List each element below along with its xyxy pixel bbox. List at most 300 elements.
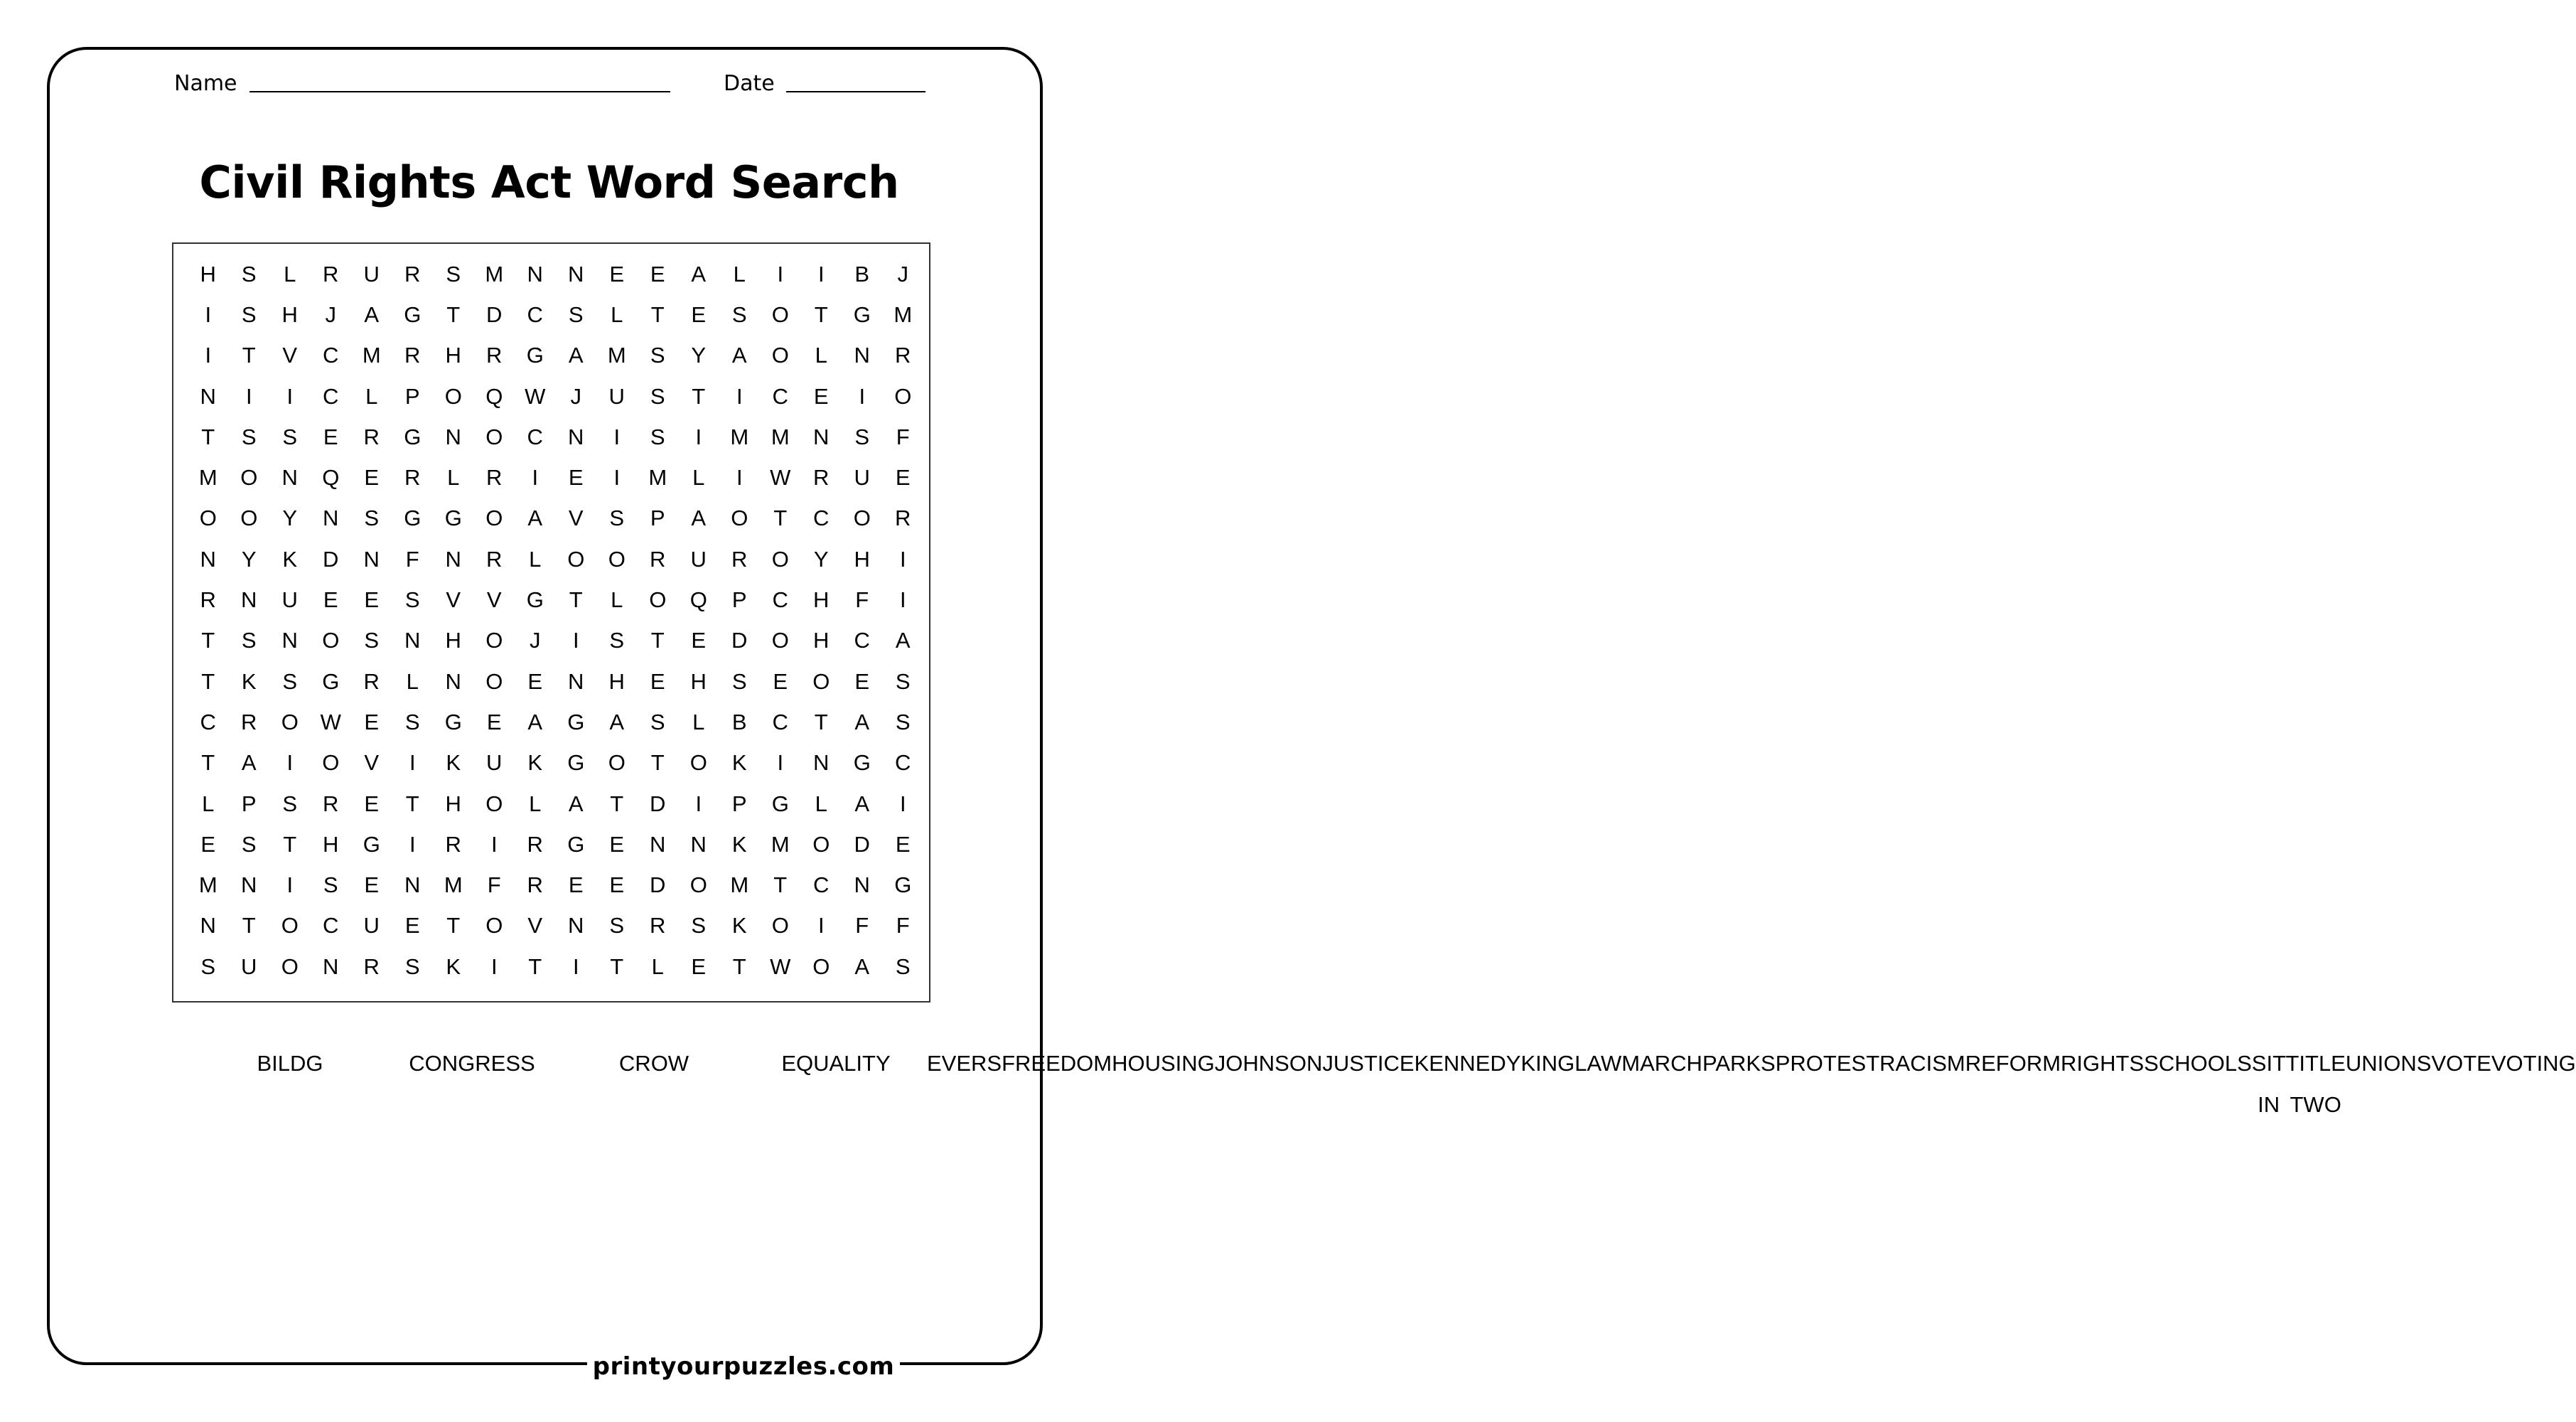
grid-letter[interactable]: M [648,465,667,491]
grid-letter[interactable]: O [649,587,667,613]
grid-letter[interactable]: A [568,791,584,816]
grid-letter[interactable]: N [568,913,584,939]
grid-letter[interactable]: C [772,383,788,409]
grid-letter[interactable]: E [364,465,380,491]
grid-letter[interactable]: N [445,424,461,449]
grid-letter[interactable]: O [771,343,789,368]
footer-site-name[interactable]: printyourpuzzles.com [592,1352,895,1381]
grid-letter[interactable]: R [200,587,216,613]
grid-letter[interactable]: A [895,628,911,653]
grid-letter[interactable]: L [815,343,827,368]
grid-letter[interactable]: E [323,587,338,613]
grid-letter[interactable]: C [813,506,830,531]
grid-letter[interactable]: N [281,628,298,653]
grid-letter[interactable]: R [363,424,380,449]
date-field-line[interactable] [786,91,925,92]
grid-letter[interactable]: I [490,953,498,979]
grid-letter[interactable]: O [731,506,748,531]
grid-letter[interactable]: C [323,913,339,939]
grid-letter[interactable]: E [609,872,625,898]
grid-letter[interactable]: U [854,465,870,491]
grid-letter[interactable]: U [363,913,380,939]
grid-letter[interactable]: T [569,587,583,613]
grid-letter[interactable]: F [855,587,869,613]
grid-letter[interactable]: T [773,872,788,898]
grid-letter[interactable]: N [854,343,870,368]
grid-letter[interactable]: C [895,750,911,776]
grid-letter[interactable]: O [322,750,340,776]
grid-letter[interactable]: O [771,628,789,653]
grid-letter[interactable]: I [532,465,539,491]
grid-letter[interactable]: M [485,261,504,287]
grid-letter[interactable]: Y [241,546,257,572]
grid-letter[interactable]: E [568,872,584,898]
grid-letter[interactable]: I [899,791,906,816]
grid-letter[interactable]: R [404,343,421,368]
grid-letter[interactable]: O [485,668,503,694]
grid-letter[interactable]: E [813,383,829,409]
grid-letter[interactable]: S [282,424,298,449]
grid-letter[interactable]: T [650,628,665,653]
grid-letter[interactable]: E [650,668,665,694]
grid-letter[interactable]: S [323,872,338,898]
grid-letter[interactable]: G [526,343,544,368]
grid-letter[interactable]: N [200,546,216,572]
grid-letter[interactable]: M [198,872,218,898]
grid-letter[interactable]: N [200,383,216,409]
grid-letter[interactable]: G [404,424,422,449]
grid-letter[interactable]: G [567,709,585,734]
grid-letter[interactable]: H [445,343,461,368]
grid-letter[interactable]: E [895,465,911,491]
grid-letter[interactable]: M [730,424,749,449]
grid-letter[interactable]: A [527,506,543,531]
grid-letter[interactable]: K [282,546,298,572]
grid-letter[interactable]: E [609,831,625,857]
grid-letter[interactable]: W [525,383,546,409]
grid-letter[interactable]: T [201,628,215,653]
grid-letter[interactable]: S [241,831,257,857]
grid-letter[interactable]: O [608,546,626,572]
grid-letter[interactable]: P [731,587,747,613]
grid-letter[interactable]: E [650,261,665,287]
grid-letter[interactable]: A [691,261,707,287]
grid-letter[interactable]: R [445,831,461,857]
grid-letter[interactable]: N [281,465,298,491]
grid-letter[interactable]: O [485,791,503,816]
grid-letter[interactable]: I [490,831,498,857]
grid-letter[interactable]: N [445,668,461,694]
grid-letter[interactable]: K [527,750,543,776]
grid-letter[interactable]: W [770,465,791,491]
grid-letter[interactable]: O [281,953,299,979]
grid-letter[interactable]: T [283,831,297,857]
grid-letter[interactable]: U [608,383,625,409]
grid-letter[interactable]: T [242,343,256,368]
grid-letter[interactable]: O [322,628,340,653]
grid-letter[interactable]: S [241,301,257,327]
grid-letter[interactable]: A [364,301,380,327]
grid-letter[interactable]: S [731,301,747,327]
grid-letter[interactable]: M [771,424,790,449]
grid-letter[interactable]: O [281,709,299,734]
grid-letter[interactable]: E [691,628,707,653]
grid-letter[interactable]: B [854,261,870,287]
grid-letter[interactable]: D [650,791,666,816]
grid-letter[interactable]: G [444,709,462,734]
grid-letter[interactable]: G [363,831,380,857]
grid-letter[interactable]: S [691,913,707,939]
grid-letter[interactable]: V [527,913,543,939]
grid-letter[interactable]: A [609,709,625,734]
grid-letter[interactable]: V [364,750,380,776]
grid-letter[interactable]: S [731,668,747,694]
grid-letter[interactable]: Y [282,506,298,531]
grid-letter[interactable]: G [853,301,871,327]
grid-letter[interactable]: P [731,791,747,816]
grid-letter[interactable]: S [282,668,298,694]
grid-letter[interactable]: H [323,831,339,857]
grid-letter[interactable]: S [364,506,380,531]
grid-letter[interactable]: L [529,546,542,572]
grid-letter[interactable]: F [896,424,910,449]
grid-letter[interactable]: R [404,261,421,287]
grid-letter[interactable]: A [568,343,584,368]
grid-letter[interactable]: R [527,831,543,857]
grid-letter[interactable]: K [241,668,257,694]
grid-letter[interactable]: N [813,750,830,776]
grid-letter[interactable]: I [286,750,294,776]
grid-letter[interactable]: A [241,750,257,776]
grid-letter[interactable]: H [445,791,461,816]
grid-letter[interactable]: N [323,953,339,979]
grid-letter[interactable]: S [404,709,420,734]
grid-letter[interactable]: C [323,383,339,409]
grid-letter[interactable]: L [611,587,623,613]
grid-letter[interactable]: C [323,343,339,368]
grid-letter[interactable]: E [568,465,584,491]
grid-letter[interactable]: I [613,424,621,449]
grid-letter[interactable]: N [690,831,707,857]
grid-letter[interactable]: S [895,953,911,979]
grid-letter[interactable]: S [241,261,257,287]
grid-letter[interactable]: O [771,301,789,327]
grid-letter[interactable]: I [899,546,906,572]
grid-letter[interactable]: I [409,831,416,857]
grid-letter[interactable]: R [895,343,911,368]
grid-letter[interactable]: R [486,343,503,368]
grid-letter[interactable]: D [486,301,503,327]
grid-letter[interactable]: S [650,383,665,409]
grid-letter[interactable]: F [896,913,910,939]
grid-letter[interactable]: N [323,506,339,531]
grid-letter[interactable]: O [689,750,707,776]
grid-letter[interactable]: S [609,628,625,653]
grid-letter[interactable]: O [608,750,626,776]
grid-letter[interactable]: K [731,831,747,857]
grid-letter[interactable]: N [404,628,421,653]
grid-letter[interactable]: V [486,587,502,613]
grid-letter[interactable]: L [733,261,746,287]
grid-letter[interactable]: L [447,465,460,491]
grid-letter[interactable]: F [855,913,869,939]
grid-letter[interactable]: R [813,465,830,491]
grid-letter[interactable]: U [363,261,380,287]
grid-letter[interactable]: I [245,383,252,409]
grid-letter[interactable]: Q [322,465,340,491]
grid-letter[interactable]: O [240,465,258,491]
grid-letter[interactable]: O [485,913,503,939]
grid-letter[interactable]: T [201,668,215,694]
grid-letter[interactable]: R [404,465,421,491]
grid-letter[interactable]: J [530,628,541,653]
grid-letter[interactable]: S [854,424,870,449]
grid-letter[interactable]: V [568,506,584,531]
grid-letter[interactable]: H [445,628,461,653]
grid-letter[interactable]: I [777,261,784,287]
grid-letter[interactable]: I [899,587,906,613]
grid-letter[interactable]: B [731,709,747,734]
grid-letter[interactable]: I [572,628,579,653]
grid-letter[interactable]: J [897,261,908,287]
grid-letter[interactable]: G [404,506,422,531]
grid-letter[interactable]: F [405,546,419,572]
grid-letter[interactable]: L [651,953,664,979]
grid-letter[interactable]: S [200,953,216,979]
grid-letter[interactable]: S [404,953,420,979]
grid-letter[interactable]: L [529,791,542,816]
grid-letter[interactable]: M [893,301,913,327]
grid-letter[interactable]: N [650,831,666,857]
grid-letter[interactable]: L [365,383,378,409]
grid-letter[interactable]: V [282,343,298,368]
grid-letter[interactable]: R [323,791,339,816]
grid-letter[interactable]: H [813,628,830,653]
grid-letter[interactable]: S [446,261,461,287]
name-field-line[interactable] [249,91,670,92]
grid-letter[interactable]: R [241,709,257,734]
grid-letter[interactable]: C [772,587,788,613]
grid-letter[interactable]: V [446,587,461,613]
grid-letter[interactable]: R [731,546,748,572]
grid-letter[interactable]: L [815,791,827,816]
grid-letter[interactable]: I [736,383,743,409]
grid-letter[interactable]: C [200,709,216,734]
grid-letter[interactable]: O [689,872,707,898]
grid-letter[interactable]: E [364,709,380,734]
grid-letter[interactable]: T [610,791,624,816]
grid-letter[interactable]: E [609,261,625,287]
grid-letter[interactable]: M [607,343,626,368]
grid-letter[interactable]: T [814,301,828,327]
grid-letter[interactable]: O [444,383,462,409]
grid-letter[interactable]: T [610,953,624,979]
grid-letter[interactable]: G [853,750,871,776]
grid-letter[interactable]: S [609,506,625,531]
grid-letter[interactable]: O [812,668,830,694]
grid-letter[interactable]: K [446,750,461,776]
grid-letter[interactable]: T [773,506,788,531]
grid-letter[interactable]: H [608,668,625,694]
grid-letter[interactable]: S [895,668,911,694]
grid-letter[interactable]: G [894,872,912,898]
grid-letter[interactable]: M [730,872,749,898]
grid-letter[interactable]: G [526,587,544,613]
grid-letter[interactable]: O [812,953,830,979]
grid-letter[interactable]: S [364,628,380,653]
grid-letter[interactable]: R [527,872,543,898]
grid-letter[interactable]: E [691,953,707,979]
grid-letter[interactable]: S [404,587,420,613]
grid-letter[interactable]: I [409,750,416,776]
grid-letter[interactable]: I [777,750,784,776]
grid-letter[interactable]: A [854,709,870,734]
grid-letter[interactable]: O [485,628,503,653]
grid-letter[interactable]: R [363,668,380,694]
grid-letter[interactable]: U [690,546,707,572]
grid-letter[interactable]: D [650,872,666,898]
grid-letter[interactable]: C [772,709,788,734]
grid-letter[interactable]: N [568,261,584,287]
grid-letter[interactable]: H [690,668,707,694]
grid-letter[interactable]: I [817,261,825,287]
grid-letter[interactable]: N [568,668,584,694]
grid-letter[interactable]: S [241,424,257,449]
grid-letter[interactable]: T [446,301,461,327]
grid-letter[interactable]: T [814,709,828,734]
grid-letter[interactable]: W [770,953,791,979]
grid-letter[interactable]: L [406,668,419,694]
grid-letter[interactable]: M [362,343,381,368]
grid-letter[interactable]: R [486,546,503,572]
grid-letter[interactable]: S [650,709,665,734]
grid-letter[interactable]: O [281,913,299,939]
grid-letter[interactable]: I [859,383,866,409]
grid-letter[interactable]: I [695,424,702,449]
grid-letter[interactable]: G [444,506,462,531]
grid-letter[interactable]: E [895,831,911,857]
grid-letter[interactable]: M [444,872,463,898]
grid-letter[interactable]: N [813,424,830,449]
grid-letter[interactable]: Y [813,546,829,572]
grid-letter[interactable]: H [813,587,830,613]
grid-letter[interactable]: T [405,791,419,816]
grid-letter[interactable]: J [325,301,336,327]
grid-letter[interactable]: K [731,913,747,939]
grid-letter[interactable]: C [813,872,830,898]
grid-letter[interactable]: I [736,465,743,491]
grid-letter[interactable]: L [202,791,215,816]
grid-letter[interactable]: R [650,913,666,939]
grid-letter[interactable]: G [771,791,789,816]
grid-letter[interactable]: E [773,668,788,694]
grid-letter[interactable]: C [854,628,870,653]
grid-letter[interactable]: G [567,750,585,776]
grid-letter[interactable]: T [201,750,215,776]
grid-letter[interactable]: L [611,301,623,327]
grid-letter[interactable]: U [486,750,503,776]
grid-letter[interactable]: C [527,301,543,327]
grid-letter[interactable]: H [281,301,298,327]
grid-letter[interactable]: O [771,546,789,572]
grid-letter[interactable]: E [323,424,338,449]
grid-letter[interactable]: Q [485,383,503,409]
grid-letter[interactable]: M [198,465,218,491]
grid-letter[interactable]: E [527,668,543,694]
grid-letter[interactable]: K [731,750,747,776]
grid-letter[interactable]: O [812,831,830,857]
grid-letter[interactable]: E [854,668,870,694]
grid-letter[interactable]: O [894,383,912,409]
grid-letter[interactable]: E [404,913,420,939]
grid-letter[interactable]: I [205,343,212,368]
grid-letter[interactable]: R [650,546,666,572]
grid-letter[interactable]: D [731,628,748,653]
grid-letter[interactable]: C [527,424,543,449]
grid-letter[interactable]: R [363,953,380,979]
grid-letter[interactable]: M [771,831,790,857]
grid-letter[interactable]: O [853,506,871,531]
grid-letter[interactable]: S [568,301,584,327]
grid-letter[interactable]: E [691,301,707,327]
grid-letter[interactable]: O [771,913,789,939]
grid-letter[interactable]: A [691,506,707,531]
grid-letter[interactable]: L [284,261,296,287]
grid-letter[interactable]: S [895,709,911,734]
grid-letter[interactable]: O [240,506,258,531]
grid-letter[interactable]: N [445,546,461,572]
grid-letter[interactable]: Q [689,587,707,613]
grid-letter[interactable]: N [241,872,257,898]
grid-letter[interactable]: E [364,587,380,613]
grid-letter[interactable]: D [323,546,339,572]
grid-letter[interactable]: J [570,383,581,409]
grid-letter[interactable]: E [200,831,216,857]
grid-letter[interactable]: T [650,301,665,327]
grid-letter[interactable]: N [404,872,421,898]
grid-letter[interactable]: H [854,546,870,572]
grid-letter[interactable]: D [854,831,870,857]
grid-letter[interactable]: L [692,709,705,734]
grid-letter[interactable]: S [609,913,625,939]
grid-letter[interactable]: O [485,506,503,531]
grid-letter[interactable]: T [446,913,461,939]
grid-letter[interactable]: T [201,424,215,449]
grid-letter[interactable]: A [854,791,870,816]
grid-letter[interactable]: S [650,424,665,449]
grid-letter[interactable]: L [692,465,705,491]
grid-letter[interactable]: N [363,546,380,572]
grid-letter[interactable]: I [613,465,621,491]
grid-letter[interactable]: N [241,587,257,613]
grid-letter[interactable]: Y [691,343,707,368]
grid-letter[interactable]: R [486,465,503,491]
grid-letter[interactable]: N [854,872,870,898]
grid-letter[interactable]: F [487,872,501,898]
grid-letter[interactable]: S [241,628,257,653]
grid-letter[interactable]: R [895,506,911,531]
grid-letter[interactable]: N [200,913,216,939]
grid-letter[interactable]: S [650,343,665,368]
grid-letter[interactable]: I [286,383,294,409]
grid-letter[interactable]: U [241,953,257,979]
grid-letter[interactable]: N [568,424,584,449]
grid-letter[interactable]: P [404,383,420,409]
grid-letter[interactable]: I [695,791,702,816]
grid-letter[interactable]: K [446,953,461,979]
grid-letter[interactable]: T [242,913,256,939]
grid-letter[interactable]: T [528,953,542,979]
